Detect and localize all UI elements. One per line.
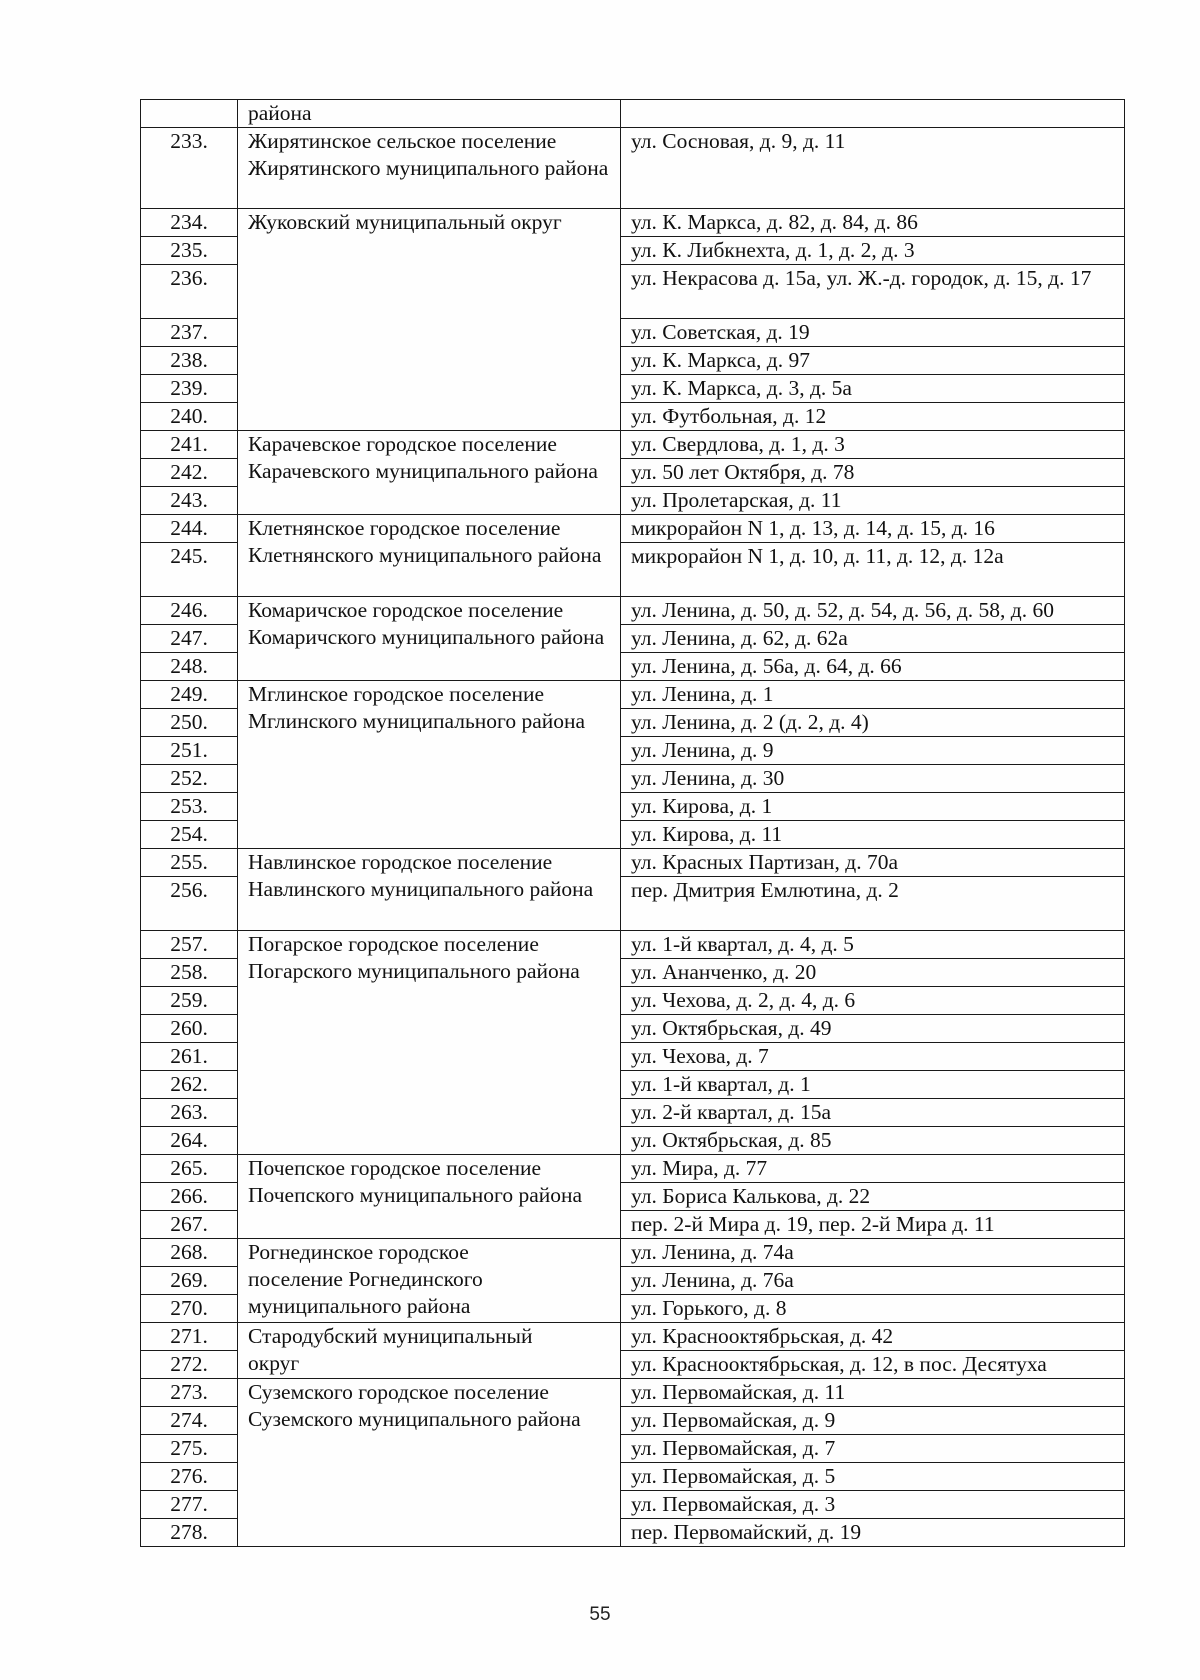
address-cell: пер. Первомайский, д. 19	[621, 1519, 1125, 1547]
settlement-name: Рогнединское городское поселение Рогнединского муниципального района	[238, 1239, 621, 1323]
table-row	[141, 1323, 1125, 1351]
address-cell: ул. Краснооктябрьская, д. 12, в пос. Десятуха	[621, 1351, 1125, 1379]
address-cell: ул. 1-й квартал, д. 4, д. 5	[621, 931, 1125, 959]
address-cell: микрорайон N 1, д. 13, д. 14, д. 15, д. 16	[621, 515, 1125, 543]
row-number: 237.	[141, 319, 238, 347]
row-number: 275.	[141, 1435, 238, 1463]
row-number: 249.	[141, 681, 238, 709]
address-cell: ул. Ленина, д. 62, д. 62а	[621, 625, 1125, 653]
table-row	[141, 1239, 1125, 1267]
settlement-name: Клетнянское городское поселение Клетнянского муниципального района	[238, 515, 621, 597]
row-number: 266.	[141, 1183, 238, 1211]
row-number: 244.	[141, 515, 238, 543]
settlement-name: Навлинское городское поселение Навлинского муниципального района	[238, 849, 621, 931]
address-cell: ул. Ленина, д. 9	[621, 737, 1125, 765]
row-number: 261.	[141, 1043, 238, 1071]
row-number: 260.	[141, 1015, 238, 1043]
address-cell: ул. Краснооктябрьская, д. 42	[621, 1323, 1125, 1351]
address-cell: ул. Мира, д. 77	[621, 1155, 1125, 1183]
address-cell: ул. К. Маркса, д. 82, д. 84, д. 86	[621, 209, 1125, 237]
row-number: 251.	[141, 737, 238, 765]
row-number: 258.	[141, 959, 238, 987]
address-cell: ул. Пролетарская, д. 11	[621, 487, 1125, 515]
row-number: 255.	[141, 849, 238, 877]
address-cell: ул. Сосновая, д. 9, д. 11	[621, 128, 1125, 209]
address-cell: ул. Первомайская, д. 5	[621, 1463, 1125, 1491]
address-cell: пер. 2-й Мира д. 19, пер. 2-й Мира д. 11	[621, 1211, 1125, 1239]
address-cell: ул. Ленина, д. 2 (д. 2, д. 4)	[621, 709, 1125, 737]
address-cell: ул. Первомайская, д. 7	[621, 1435, 1125, 1463]
row-number: 271.	[141, 1323, 238, 1351]
row-number: 263.	[141, 1099, 238, 1127]
row-number: 243.	[141, 487, 238, 515]
address-cell: ул. Свердлова, д. 1, д. 3	[621, 431, 1125, 459]
settlement-name: Комаричское городское поселение Комаричского муниципального района	[238, 597, 621, 681]
row-number: 269.	[141, 1267, 238, 1295]
address-cell: ул. Ленина, д. 74а	[621, 1239, 1125, 1267]
settlement-name: Стародубский муниципальный округ	[238, 1323, 621, 1379]
address-cell: ул. Некрасова д. 15а, ул. Ж.-д. городок, д. 15, д. 17	[621, 265, 1125, 319]
address-cell: ул. Бориса Калькова, д. 22	[621, 1183, 1125, 1211]
table-row	[141, 597, 1125, 625]
settlement-name: Карачевское городское поселение Карачевского муниципального района	[238, 431, 621, 515]
row-number: 241.	[141, 431, 238, 459]
page-number: 55	[589, 1604, 611, 1625]
table-row	[141, 1379, 1125, 1407]
address-cell: ул. Октябрьская, д. 85	[621, 1127, 1125, 1155]
address-table	[140, 99, 1125, 1547]
address-cell: ул. Советская, д. 19	[621, 319, 1125, 347]
row-number: 238.	[141, 347, 238, 375]
row-number: 245.	[141, 543, 238, 597]
address-cell: ул. 50 лет Октября, д. 78	[621, 459, 1125, 487]
table-row	[141, 931, 1125, 959]
table-row	[141, 515, 1125, 543]
row-number: 252.	[141, 765, 238, 793]
table-row	[141, 849, 1125, 877]
address-cell: ул. Ананченко, д. 20	[621, 959, 1125, 987]
row-number: 254.	[141, 821, 238, 849]
row-number: 247.	[141, 625, 238, 653]
row-number: 253.	[141, 793, 238, 821]
address-cell: ул. Горького, д. 8	[621, 1295, 1125, 1323]
table-row	[141, 128, 1125, 209]
row-number: 274.	[141, 1407, 238, 1435]
settlement-name: Суземского городское поселение Суземского муниципального района	[238, 1379, 621, 1547]
table-row	[141, 431, 1125, 459]
row-number: 256.	[141, 877, 238, 931]
settlement-name: Погарское городское поселение Погарского муниципального района	[238, 931, 621, 1155]
row-number: 240.	[141, 403, 238, 431]
row-number: 267.	[141, 1211, 238, 1239]
row-number: 270.	[141, 1295, 238, 1323]
row-number	[141, 100, 238, 128]
address-cell: ул. Чехова, д. 7	[621, 1043, 1125, 1071]
address-cell: пер. Дмитрия Емлютина, д. 2	[621, 877, 1125, 931]
address-cell: ул. Первомайская, д. 11	[621, 1379, 1125, 1407]
row-number: 239.	[141, 375, 238, 403]
table-row	[141, 681, 1125, 709]
address-cell: ул. Первомайская, д. 9	[621, 1407, 1125, 1435]
row-number: 257.	[141, 931, 238, 959]
row-number: 242.	[141, 459, 238, 487]
address-cell	[621, 100, 1125, 128]
address-cell: ул. Чехова, д. 2, д. 4, д. 6	[621, 987, 1125, 1015]
settlement-name: района	[238, 100, 621, 128]
row-number: 262.	[141, 1071, 238, 1099]
row-number: 246.	[141, 597, 238, 625]
table-row	[141, 100, 1125, 128]
address-cell: ул. Первомайская, д. 3	[621, 1491, 1125, 1519]
row-number: 278.	[141, 1519, 238, 1547]
row-number: 236.	[141, 265, 238, 319]
table-row	[141, 209, 1125, 237]
settlement-name: Жирятинское сельское поселение Жирятинского муниципального района	[238, 128, 621, 209]
row-number: 277.	[141, 1491, 238, 1519]
row-number: 234.	[141, 209, 238, 237]
address-cell: ул. 1-й квартал, д. 1	[621, 1071, 1125, 1099]
settlement-name: Мглинское городское поселение Мглинского муниципального района	[238, 681, 621, 849]
settlement-name: Почепское городское поселение Почепского муниципального района	[238, 1155, 621, 1239]
address-cell: ул. Футбольная, д. 12	[621, 403, 1125, 431]
address-cell: микрорайон N 1, д. 10, д. 11, д. 12, д. 12а	[621, 543, 1125, 597]
address-cell: ул. Октябрьская, д. 49	[621, 1015, 1125, 1043]
address-cell: ул. Кирова, д. 11	[621, 821, 1125, 849]
address-cell: ул. Ленина, д. 56а, д. 64, д. 66	[621, 653, 1125, 681]
row-number: 268.	[141, 1239, 238, 1267]
row-number: 273.	[141, 1379, 238, 1407]
row-number: 276.	[141, 1463, 238, 1491]
row-number: 248.	[141, 653, 238, 681]
address-cell: ул. Ленина, д. 30	[621, 765, 1125, 793]
address-cell: ул. Ленина, д. 1	[621, 681, 1125, 709]
row-number: 272.	[141, 1351, 238, 1379]
settlement-name: Жуковский муниципальный округ	[238, 209, 621, 431]
row-number: 235.	[141, 237, 238, 265]
address-cell: ул. К. Маркса, д. 3, д. 5а	[621, 375, 1125, 403]
row-number: 265.	[141, 1155, 238, 1183]
row-number: 233.	[141, 128, 238, 209]
address-cell: ул. 2-й квартал, д. 15а	[621, 1099, 1125, 1127]
address-cell: ул. Ленина, д. 76а	[621, 1267, 1125, 1295]
address-cell: ул. Красных Партизан, д. 70а	[621, 849, 1125, 877]
address-cell: ул. Ленина, д. 50, д. 52, д. 54, д. 56, д. 58, д. 60	[621, 597, 1125, 625]
address-cell: ул. Кирова, д. 1	[621, 793, 1125, 821]
address-cell: ул. К. Маркса, д. 97	[621, 347, 1125, 375]
table-row	[141, 1155, 1125, 1183]
row-number: 264.	[141, 1127, 238, 1155]
address-cell: ул. К. Либкнехта, д. 1, д. 2, д. 3	[621, 237, 1125, 265]
row-number: 259.	[141, 987, 238, 1015]
row-number: 250.	[141, 709, 238, 737]
address-table-body	[141, 100, 1125, 1547]
